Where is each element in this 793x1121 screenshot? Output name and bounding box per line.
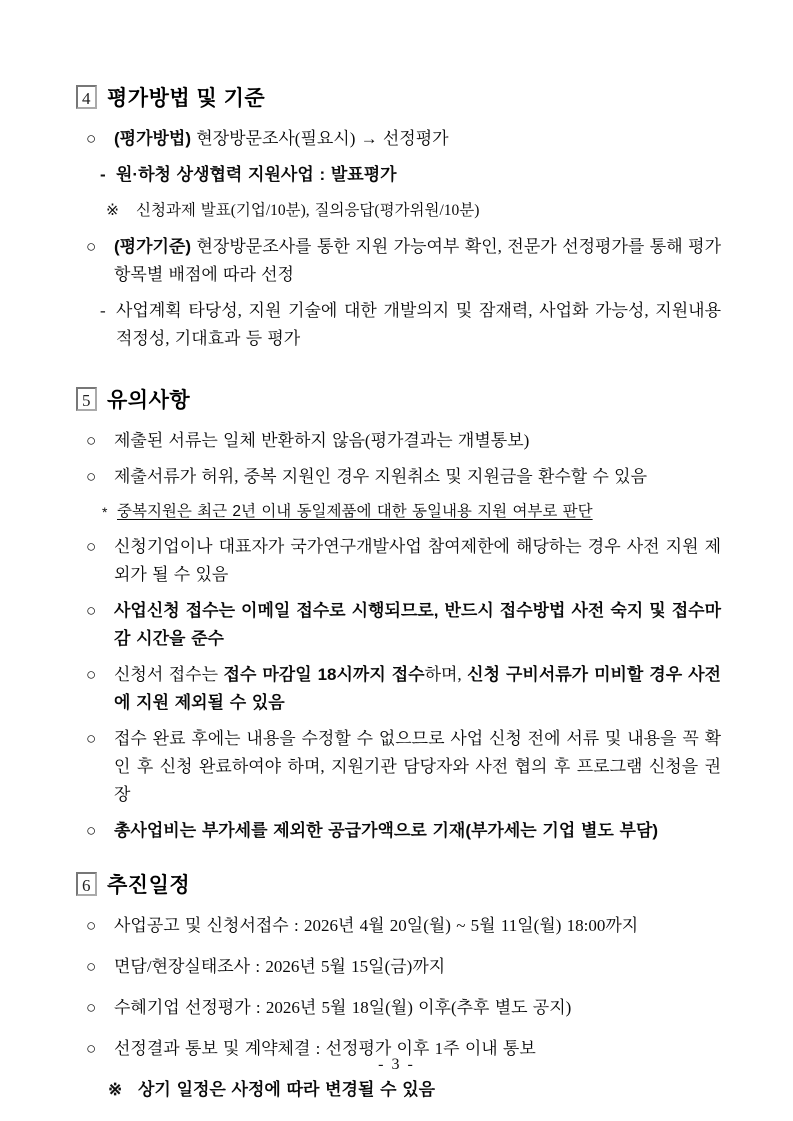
section-heading [76,82,721,112]
list-item [86,533,721,589]
bullet-marker: ○ [86,537,97,556]
emphasis-text: 총사업비는 부가세를 제외한 공급가액으로 기재(부가세는 기업 별도 부담) [114,821,659,840]
bullet-marker: ○ [86,601,97,620]
plain-text: 사업계획 타당성, 지원 기술에 대한 개발의지 및 잠재력, 사업화 가능성, 지원내용 적정성, 기대효과 등 평가 [116,301,721,348]
plain-text: 현장방문조사(필요시) → 선정평가 [191,129,449,148]
bullet-marker: ○ [86,821,97,840]
plain-text: 하며, [424,665,468,684]
page-number: - 3 - [378,1056,415,1073]
list-item [86,427,721,455]
emphasis-text: 사업신청 접수는 이메일 접수로 시행되므로, 반드시 접수방법 사전 숙지 및 접수마감 시간을 준수 [114,601,721,648]
plain-text: 수혜기업 선정평가 : 2026년 5월 18일(월) 이후(추후 별도 공지) [114,998,572,1017]
list-item-text [116,161,721,189]
plain-text: 사업공고 및 신청서접수 : 2026년 4월 20일(월) ~ 5월 11일(월) 18:00까지 [114,916,639,935]
list-item [86,125,721,153]
list-item-note [106,197,721,225]
bullet-marker: ○ [86,129,97,148]
list-item [86,233,721,289]
plain-text: 선정결과 통보 및 계약체결 : 선정평가 이후 1주 이내 통보 [114,1039,536,1058]
bullet-marker: ○ [86,916,97,935]
plain-text: 접수 완료 후에는 내용을 수정할 수 없으므로 사업 신청 전에 서류 및 내용을 꼭 확인 후 신청 완료하여야 하며, 지원기관 담당자와 사전 협의 후 프로그램 신청을 권장 [114,729,721,804]
list-item [86,597,721,653]
list-item-text [114,597,721,653]
section-heading [76,869,721,899]
list-item-note [102,499,721,525]
list-item-text [138,1076,721,1104]
list-item [100,297,721,353]
reference-mark: ※ [108,1080,123,1099]
dash-marker: - [100,301,106,320]
bullet-marker: ○ [86,957,97,976]
list-item [86,725,721,809]
bullet-marker: ○ [86,431,97,450]
asterisk-marker: * [102,504,108,520]
emphasis-text: (평가기준) [114,237,192,256]
underlined-note-text [117,499,721,525]
section-number-box: 4 [76,85,97,109]
plain-text: 제출된 서류는 일체 반환하지 않음(평가결과는 개별통보) [114,431,530,450]
list-item-text [114,233,721,289]
list-item-text [136,197,721,225]
plain-text: 현장방문조사를 통한 지원 가능여부 확인, 전문가 선정평가를 통해 평가항목별 배점에 따라 선정 [114,237,721,284]
section-title: 유의사항 [107,389,191,412]
list-item-text [116,297,721,353]
emphasis-text: 신청 구비서류가 미비할 경우 사전에 지원 제외될 수 있음 [114,665,721,712]
section-precautions [76,384,721,845]
list-item [86,463,721,491]
list-item [100,161,721,189]
section-title: 평가방법 및 기준 [107,87,266,110]
bullet-marker: ○ [86,1039,97,1058]
section-title: 추진일정 [107,874,191,897]
emphasis-text: 원·하청 상생협력 지원사업 : 발표평가 [116,165,397,184]
list-item-text [114,725,721,809]
emphasis-text: 접수 마감일 18시까지 접수 [223,665,425,684]
bullet-marker: ○ [86,998,97,1017]
list-item-text [114,427,721,455]
section-number-box: 6 [76,872,97,896]
plain-text: 신청과제 발표(기업/10분), 질의응답(평가위원/10분) [136,202,480,219]
list-item [86,817,721,845]
bullet-marker: ○ [86,665,97,684]
section-heading [76,384,721,414]
list-item-text [114,463,721,491]
bullet-marker: ○ [86,467,97,486]
list-item-text [114,994,721,1022]
plain-text: 신청서 접수는 [114,665,224,684]
emphasis-text: (평가방법) [114,129,192,148]
bullet-marker: ○ [86,237,97,256]
plain-text: 제출서류가 허위, 중복 지원인 경우 지원취소 및 지원금을 환수할 수 있음 [114,467,647,486]
list-item-text [114,533,721,589]
plain-text: 신청기업이나 대표자가 국가연구개발사업 참여제한에 해당하는 경우 사전 지원 제외가 될 수 있음 [114,537,721,584]
section-evaluation-method [76,82,721,353]
list-item [86,994,721,1022]
list-item-text [114,817,721,845]
list-item-text [114,661,721,717]
plain-text: 중복지원은 최근 2년 이내 동일제품에 대한 동일내용 지원 여부로 판단 [117,503,593,520]
emphasis-text: 상기 일정은 사정에 따라 변경될 수 있음 [138,1080,436,1099]
dash-marker: - [100,165,106,184]
list-item-text [114,125,721,153]
bullet-marker: ○ [86,729,97,748]
list-item [86,912,721,940]
list-item-text [114,912,721,940]
list-item-note [108,1076,721,1104]
plain-text: 면담/현장실태조사 : 2026년 5월 15일(금)까지 [114,957,446,976]
reference-mark: ※ [106,202,119,219]
list-item [86,661,721,717]
list-item [86,953,721,981]
list-item-text [114,953,721,981]
section-number-box: 5 [76,387,97,411]
